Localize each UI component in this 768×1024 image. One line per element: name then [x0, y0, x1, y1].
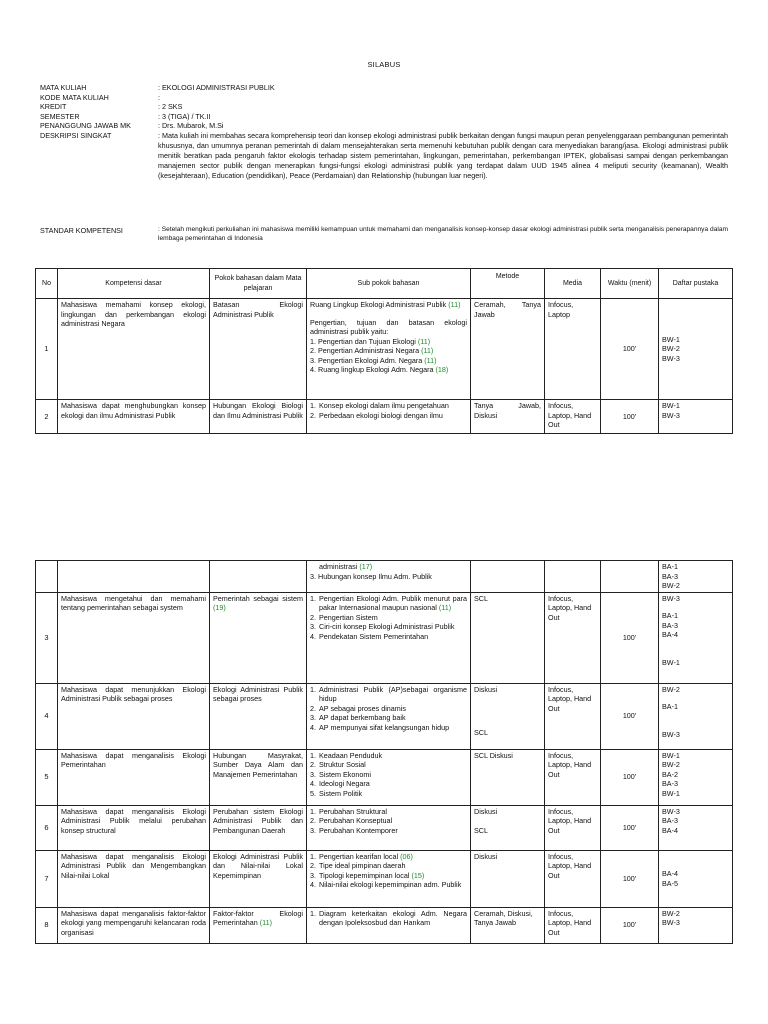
metode-cell: Diskusi SCL — [471, 683, 545, 749]
info-key: PENANGGUNG JAWAB MK — [40, 121, 131, 130]
waktu-cell: 100' — [601, 299, 659, 400]
row-number: 4 — [36, 683, 58, 749]
pustaka-cell: BW-3 BA-1 BA-3 BA-4 BW-1 — [659, 592, 733, 683]
pokok-cell: Hubungan Ekologi Biologi dan Ilmu Administrasi Publik — [210, 400, 307, 434]
row-number: 8 — [36, 907, 58, 943]
sub-list-item: 4. Ideologi Negara — [310, 779, 370, 788]
metode-cell: Tanya Jawab, Diskusi — [471, 400, 545, 434]
info-value: : Setelah mengikuti perkuliahan ini mahasiswa memiliki kemampuan untuk memahami dan menganalisis konsep-konsep dasar ekologi administrasi publik serta menganalisis penerapannya dalam lembaga pemerintahan di Indonesia — [158, 226, 728, 242]
pokok-cell: Ekologi Administrasi Publik dan Nilai-nilai Lokal Kepemimpinan — [210, 850, 307, 907]
header-waktu: Waktu (menit) — [601, 269, 659, 299]
sub-list-item: 2. Tipe ideal pimpinan daerah — [310, 861, 406, 870]
sub-cell — [307, 400, 471, 434]
sub-list-item: 3. Tipologi kepemimpinan local (15) — [310, 870, 425, 880]
kompetensi-cell: Mahasiswa dapat menghubungkan konsep ekologi dan ilmu Administrasi Publik — [58, 400, 210, 434]
table-row-continued — [36, 561, 733, 593]
sub-cell — [307, 683, 471, 749]
sub-list-item: 1. Perubahan Struktural — [310, 806, 387, 816]
pustaka-cell: BW-2 BA-1 BW-3 — [659, 683, 733, 749]
sub-list-item: 4. Nilai-nilai ekologi kepemimpinan adm. Publik — [310, 880, 462, 889]
table-row — [36, 683, 733, 749]
sub-cell: administrasi (17) 3. Hubungan konsep Ilmu Adm. Publik — [307, 561, 471, 593]
sub-list-item: 3. Perubahan Kontemporer — [310, 825, 398, 835]
kompetensi-cell: Mahasiswa dapat menganalisis Ekologi Administrasi Publik melalui perubahan konsep structural — [58, 805, 210, 850]
info-key: SEMESTER — [40, 111, 80, 121]
info-row-code — [40, 93, 728, 103]
header-pustaka: Daftar pustaka — [659, 269, 733, 299]
pustaka-cell: BA-4 BA-5 — [659, 850, 733, 907]
table-row — [36, 749, 733, 805]
sub-list-item: 3. Ciri-ciri konsep Ekologi Administrasi Publik — [310, 622, 455, 631]
sub-cell — [307, 907, 471, 943]
sub-list-item: 3. Sistem Ekonomi — [310, 769, 371, 779]
pustaka-cell: BA-1 BA-3 BW-2 — [659, 561, 733, 593]
info-row-course — [40, 83, 728, 93]
info-key: STANDAR KOMPETENSI — [40, 226, 123, 235]
metode-cell: Diskusi SCL — [471, 805, 545, 850]
header-media: Media — [545, 269, 601, 299]
row-number: 1 — [36, 299, 58, 400]
info-value: : EKOLOGI ADMINISTRASI PUBLIK — [158, 83, 275, 92]
sub-list-item: 2. Pengertian Administrasi Negara (11) — [310, 346, 434, 355]
pustaka-cell: BW-1 BW-2 BW-3 — [659, 299, 733, 400]
syllabus-table-part-1 — [35, 268, 733, 434]
info-value: : Drs. Mubarok, M.Si — [158, 121, 224, 130]
info-row-lecturer — [40, 121, 728, 131]
table-header-row — [36, 269, 733, 299]
info-key: KODE MATA KULIAH — [40, 92, 109, 102]
sub-list-item: 1. Pengertian kearifan local (06) — [310, 851, 413, 861]
reference-number: (17) — [359, 562, 373, 571]
pustaka-cell: BW-1 BW-2 BA-2 BA-3 BW-1 — [659, 749, 733, 805]
sub-list-item: 3. Pengertian Ekologi Adm. Negara (11) — [310, 355, 437, 365]
table-row — [36, 907, 733, 943]
waktu-cell: 100' — [601, 749, 659, 805]
metode-cell: Ceramah, Tanya Jawab — [471, 299, 545, 400]
kompetensi-cell: Mahasiswa dapat menunjukkan Ekologi Administrasi Publik sebagai proses — [58, 683, 210, 749]
sub-list-item: 1. Diagram keterkaitan ekologi Adm. Negara dengan Ipoleksosbud dan Hankam — [310, 908, 467, 927]
metode-cell: SCL Diskusi — [471, 749, 545, 805]
header-pokok: Pokok bahasan dalam Mata pelajaran — [210, 269, 307, 299]
info-key: MATA KULIAH — [40, 83, 87, 92]
pokok-cell: Faktor-faktor Ekologi Pemerintahan (11) — [210, 907, 307, 943]
row-number: 5 — [36, 749, 58, 805]
sub-list-item: 2. Perbedaan ekologi biologi dengan ilmu — [310, 410, 443, 420]
sub-cell — [307, 850, 471, 907]
course-info — [40, 83, 728, 182]
sub-list-item: 4. Ruang lingkup Ekologi Adm. Negara (18) — [310, 365, 449, 374]
sub-cell — [307, 592, 471, 683]
reference-number: (11) — [448, 300, 461, 309]
table-row — [36, 400, 733, 434]
row-number: 7 — [36, 850, 58, 907]
metode-cell: Ceramah, Diskusi, Tanya Jawab — [471, 907, 545, 943]
competency-standard — [40, 226, 728, 243]
media-cell: Infocus, Laptop, Hand Out — [545, 850, 601, 907]
info-value: : 2 SKS — [158, 102, 183, 111]
sub-list-item: 1. Administrasi Publik (AP)sebagai organisme hidup — [310, 684, 467, 703]
row-number: 3 — [36, 592, 58, 683]
sub-intro: Pengertian, tujuan dan batasan ekologi administrasi publik yaitu: — [310, 317, 467, 336]
waktu-cell: 100' — [601, 400, 659, 434]
waktu-cell: 100' — [601, 805, 659, 850]
kompetensi-cell: Mahasiswa dapat menganalisis faktor-faktor ekologi yang mempengaruhi kelancaran roda organisasi — [58, 907, 210, 943]
sub-list-item: 2. AP sebagai proses dinamis — [310, 703, 406, 713]
table-row — [36, 850, 733, 907]
pustaka-cell: BW-2 BW-3 — [659, 907, 733, 943]
sub-list-item: 1. Pengertian dan Tujuan Ekologi (11) — [310, 336, 431, 346]
sub-list-item: 1. Konsep ekologi dalam ilmu pengetahuan — [310, 401, 449, 410]
waktu-cell: 100' — [601, 907, 659, 943]
media-cell: Infocus, Laptop, Hand Out — [545, 749, 601, 805]
document-title: SILABUS — [367, 60, 401, 69]
info-row-semester — [40, 112, 728, 122]
sub-cell — [307, 749, 471, 805]
media-cell: Infocus, Laptop, Hand Out — [545, 592, 601, 683]
table-row — [36, 592, 733, 683]
media-cell: Infocus, Laptop — [545, 299, 601, 400]
syllabus-table-part-2 — [35, 560, 733, 944]
metode-cell: Diskusi — [471, 850, 545, 907]
info-key: KREDIT — [40, 102, 67, 111]
sub-list-item: 2. Pengertian Sistem — [310, 612, 378, 622]
reference-number: (11) — [424, 355, 437, 365]
row-number: 6 — [36, 805, 58, 850]
waktu-cell: 100' — [601, 683, 659, 749]
sub-heading: Ruang Lingkup Ekologi Administrasi Publik (11) — [310, 300, 461, 309]
reference-number: (11) — [417, 336, 431, 346]
pustaka-cell: BW-3 BA-3 BA-4 — [659, 805, 733, 850]
sub-list-item: 1. Keadaan Penduduk — [310, 750, 383, 760]
reference-number: (18) — [435, 365, 449, 374]
pokok-cell: Pemerintah sebagai sistem (19) — [210, 592, 307, 683]
row-number: 2 — [36, 400, 58, 434]
media-cell: Infocus, Laptop, Hand Out — [545, 907, 601, 943]
sub-cell — [307, 805, 471, 850]
reference-number: (19) — [213, 603, 226, 612]
kompetensi-cell: Mahasiswa dapat menganalisis Ekologi Administrasi Publik dan Mengembangkan Nilai-nilai Lokal — [58, 850, 210, 907]
table-row — [36, 299, 733, 400]
sub-list-item: 3. Hubungan konsep Ilmu Adm. Publik — [310, 571, 432, 581]
sub-list-item: 1. Pengertian Ekologi Adm. Publik menurut para pakar Internasional maupun nasional (11) — [310, 593, 467, 612]
media-cell: Infocus, Laptop, Hand Out — [545, 805, 601, 850]
sub-list-item: 2. Struktur Sosial — [310, 760, 366, 769]
pokok-cell: Hubungan Masyrakat, Sumber Daya Alam dan Manajemen Pemerintahan — [210, 749, 307, 805]
info-value: : — [158, 92, 160, 102]
info-value: : 3 (TIGA) / TK.II — [158, 111, 211, 121]
sub-list-item: 2. Perubahan Konseptual — [310, 816, 393, 825]
kompetensi-cell: Mahasiswa memahami konsep ekologi, lingkungan dan perkembangan ekologi administrasi Negara — [58, 299, 210, 400]
header-sub: Sub pokok bahasan — [307, 269, 471, 299]
waktu-cell: 100' — [601, 850, 659, 907]
info-row-description — [40, 131, 728, 182]
waktu-cell: 100' — [601, 592, 659, 683]
header-kompetensi: Kompetensi dasar — [58, 269, 210, 299]
sub-list-item: 3. AP dapat berkembang baik — [310, 713, 406, 722]
table-row — [36, 805, 733, 850]
kompetensi-cell: Mahasiswa dapat menganalisis Ekologi Pemerintahan — [58, 749, 210, 805]
info-row-credit — [40, 102, 728, 112]
header-metode: Metode — [471, 269, 545, 299]
sub-list-item: 5. Sistem Politik — [310, 788, 363, 798]
pokok-cell: Ekologi Administrasi Publik sebagai proses — [210, 683, 307, 749]
metode-cell: SCL — [471, 592, 545, 683]
header-no: No — [36, 269, 58, 299]
info-value: : Mata kuliah ini membahas secara komprehensip teori dan konsep ekologi administrasi publik berkaitan dengan fungsi maupun peran penyelenggaraan pembangunan pemerintah khususnya, dan umumnya peranan pemerintah di dalam mensejahterakan serta memenuhi kebutuhan publik dengan cara menyediakan barang/jasa. Ekologi administrasi publik menitik beratkan pada pengaruh faktor ekologis terhadap sistem pemerintahan, lingkungan, pemerintahan, perkembangan IPTEK, globalisasi sampai dengan perkembangan manajemen sector publik dengan menerapkan fungsi-fungsi ekologi administrasi publik yang terdapat dalam UUD 1945 alinea 4 meliputi security (keamanan), Wealth (kesejahteraan), Education (pendidikan), Peace (Perdamaian) dan Relationship (hubungan luar negeri). — [158, 130, 728, 181]
sub-list-item: 4. AP mempunyai sifat kelangsungan hidup — [310, 722, 450, 732]
pustaka-cell: BW-1 BW-3 — [659, 400, 733, 434]
sub-list-item: 4. Pendekatan Sistem Pemerintahan — [310, 631, 429, 641]
pokok-cell: Batasan Ekologi Administrasi Publik — [210, 299, 307, 400]
info-key: DESKRIPSI SINGKAT — [40, 130, 112, 140]
pokok-cell: Perubahan sistem Ekologi Administrasi Publik dan Pembangunan Daerah — [210, 805, 307, 850]
reference-number: (11) — [421, 346, 434, 355]
media-cell: Infocus, Laptop, Hand Out — [545, 683, 601, 749]
kompetensi-cell: Mahasiswa mengetahui dan memahami tentang pemerintahan sebagai system — [58, 592, 210, 683]
media-cell: Infocus, Laptop, Hand Out — [545, 400, 601, 434]
reference-number: (11) — [259, 918, 272, 927]
sub-cell — [307, 299, 471, 400]
